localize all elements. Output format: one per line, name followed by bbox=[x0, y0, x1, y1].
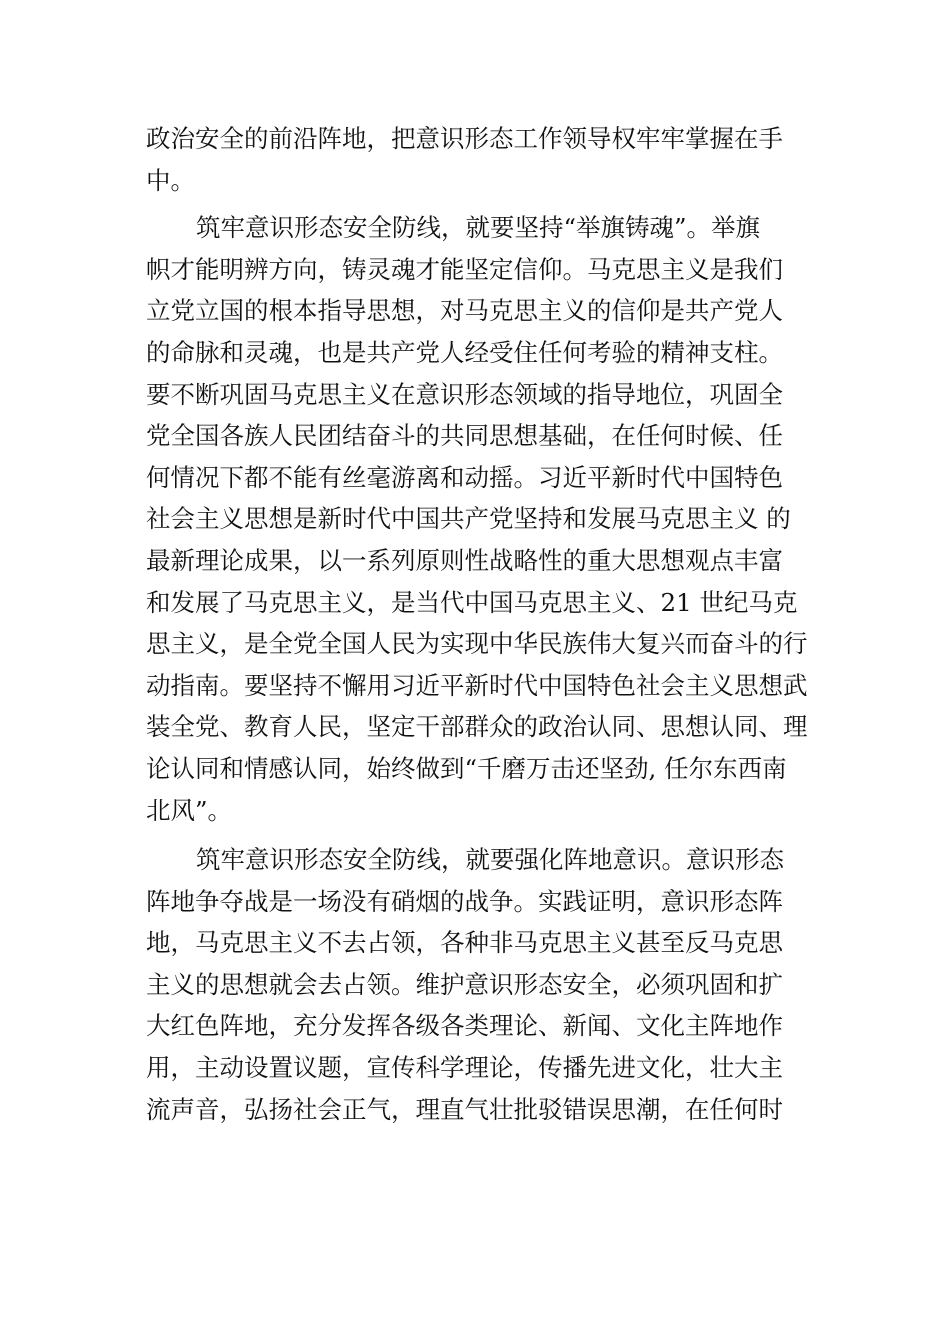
paragraph-first-line: 筑牢意识形态安全防线，就要强化阵地意识。意识形态 bbox=[196, 845, 784, 875]
text-line: 何情况下都不能有丝毫游离和动摇。习近平新时代中国特色 bbox=[146, 462, 783, 492]
text-line: 最新理论成果，以一系列原则性战略性的重大思想观点丰富 bbox=[146, 545, 783, 575]
text-line: 的命脉和灵魂，也是共产党人经受住任何考验的精神支柱。 bbox=[146, 337, 783, 367]
text-line: 政治安全的前沿阵地，把意识形态工作领导权牢牢掌握在手 bbox=[146, 124, 783, 153]
text-line: 流声音，弘扬社会正气，理直气壮批驳错误思潮，在任何时 bbox=[146, 1094, 783, 1124]
text-line: 中。 bbox=[146, 165, 195, 195]
body-text bbox=[146, 118, 826, 1130]
text-line: 大红色阵地，充分发挥各级各类理论、新闻、文化主阵地作 bbox=[146, 1011, 783, 1041]
text-line: 党全国各族人民团结奋斗的共同思想基础，在任何时候、任 bbox=[146, 421, 783, 451]
text-line: 阵地争夺战是一场没有硝烟的战争。实践证明，意识形态阵 bbox=[146, 886, 783, 916]
text-line: 地，马克思主义不去占领，各种非马克思主义甚至反马克思 bbox=[146, 928, 783, 958]
text-line: 要不断巩固马克思主义在意识形态领域的指导地位，巩固全 bbox=[146, 379, 783, 409]
text-line: 思主义，是全党全国人民为实现中华民族伟大复兴而奋斗的行 bbox=[146, 629, 808, 659]
text-line: 装全党、教育人民，坚定干部群众的政治认同、思想认同、理 bbox=[146, 712, 808, 742]
text-line: 论认同和情感认同，始终做到“千磨万击还坚劲, 任尔东西南 bbox=[146, 753, 787, 783]
text-line: 主义的思想就会去占领。维护意识形态安全，必须巩固和扩 bbox=[146, 969, 783, 999]
text-line: 社会主义思想是新时代中国共产党坚持和发展马克思主义 的 bbox=[146, 504, 791, 534]
text-line: 立党立国的根本指导思想，对马克思主义的信仰是共产党人 bbox=[146, 296, 783, 326]
text-line: 和发展了马克思主义，是当代中国马克思主义、21 世纪马克 bbox=[146, 587, 798, 617]
text-line: 帜才能明辨方向，铸灵魂才能坚定信仰。马克思主义是我们 bbox=[146, 254, 783, 284]
paragraph-first-line: 筑牢意识形态安全防线，就要坚持“举旗铸魂”。举旗 bbox=[196, 213, 761, 243]
text-line: 用，主动设置议题，宣传科学理论，传播先进文化，壮大主 bbox=[146, 1053, 783, 1083]
text-line: 北风”。 bbox=[146, 795, 233, 825]
text-line: 动指南。要坚持不懈用习近平新时代中国特色社会主义思想武 bbox=[146, 670, 808, 700]
